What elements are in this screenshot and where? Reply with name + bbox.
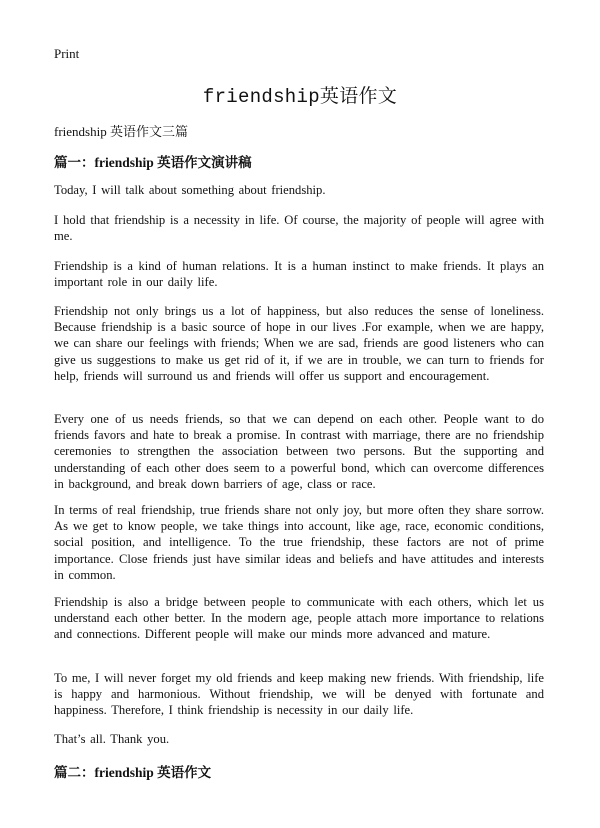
- paragraph-7: Friendship is also a bridge between people to communicate with each others, which let us understand each other better. In the modern age, people attach more importance to relations and connections. Different people will make our minds more advanced and mature.: [54, 595, 544, 642]
- print-label[interactable]: Print: [54, 46, 80, 61]
- document-title: friendship英语作文: [202, 86, 398, 108]
- paragraph-3: Friendship is a kind of human relations. It is a human instinct to make friends. It plays an important role in our daily life.: [54, 259, 544, 290]
- document-subtitle: friendship 英语作文三篇: [54, 124, 188, 139]
- paragraph-1: Today, I will talk about something about friendship.: [54, 183, 326, 197]
- section-heading-2: 篇二：friendship 英语作文: [54, 765, 212, 780]
- paragraph-4: Friendship not only brings us a lot of happiness, but also reduces the sense of loneliness. Because friendship is a basic source of hope in our lives .For example, when we are happy, we can share our feelings with friends; When we are sad, friends are good listeners who can give us suggestions to make us get rid of it, if we are in trouble, we can turn to friends for help, friends will surround us and friends will offer us support and encouragement.: [54, 304, 544, 383]
- paragraph-2: I hold that friendship is a necessity in life. Of course, the majority of people will agree with me.: [54, 213, 544, 244]
- paragraph-8: To me, I will never forget my old friends and keep making new friends. With friendship, life is happy and harmonious. Without friendship, we will be denyed with fortunate and happiness. Therefore, I think friendship is necessity in our daily life.: [54, 671, 544, 718]
- paragraph-9: That’s all. Thank you.: [54, 732, 170, 746]
- paragraph-6: In terms of real friendship, true friends share not only joy, but more often they share sorrow. As we get to know people, we take things into account, like age, race, economic conditions, social position, and intelligence. To the true friendship, these factors are not of prime importance. Close friends just have similar ideas and beliefs and have attitudes and interests in common.: [54, 503, 544, 582]
- paragraph-5: Every one of us needs friends, so that we can depend on each other. People want to do friends favors and hate to break a promise. In contrast with marriage, there are no friendship ceremonies to strengthen the association between two persons. But the supporting and understanding of each other does seem to a powerful bond, which can overcome differences in background, and break down barriers of age, class or race.: [54, 412, 544, 491]
- section-heading-1: 篇一：friendship 英语作文演讲稿: [54, 155, 252, 170]
